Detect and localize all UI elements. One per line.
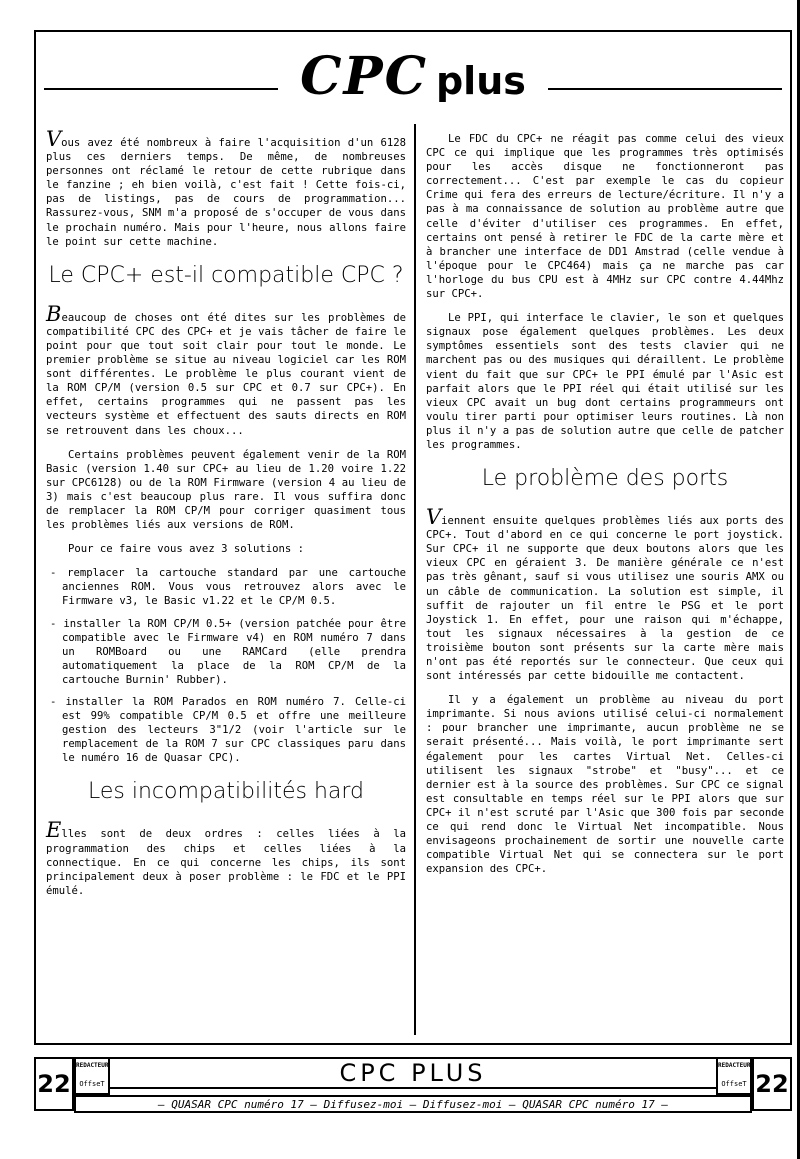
footer-banner: CPC PLUS [108,1057,718,1089]
left-column [46,127,406,908]
author-credit-left: REDACTEUR OffseT [74,1057,110,1095]
drop-cap: V [426,505,442,530]
intro-paragraph: Vous avez été nombreux à faire l'acquisition d'un 6128 plus ces derniers temps. De même, de nombreuses personnes ont réclamé le retour de cette rubrique dans le fanzine ; eh bien voilà, c'est fait ! Cette fois-ci, pas de listings, pas de cours de programmation... Rassurez-vous, SNM m'a proposé de s'occuper de vous dans le prochain numéro. Mais pour l'heure, nous allons faire le point sur cette machine. [46,127,406,248]
section-heading-hardware: Les incompatibilités hard [87,779,365,805]
page-title [36,46,790,107]
list-item: - installer la ROM Parados en ROM numéro 7. Celle-ci est 99% compatible CP/M 0.5 et offre une meilleure gestion des lecteurs 3"1/2 (voir l'article sur le remplacement de la ROM 7 sur CPC classiques paru dans le numéro 16 de Quasar CPC). [46,695,406,765]
paragraph: Il y a également un problème au niveau du port imprimante. Si nous avions utilisé celui-ci normalement : pour brancher une imprimante, aucun problème ne se serait présenté... Mais voilà, le port imprimante sert également pour les cartes Virtual Net. Celles-ci utilisent les signaux "strobe" et "busy"... et ce dernier est à la source des problèmes. Sur CPC ce signal est consultable en temps réel sur le PPI alors que sur CPC+ il n'est scruté par l'Asic que 300 fois par seconde ce qui rend donc le Virtual Net incompatible. Nous envisageons prochainement de sortir une nouvelle carte compatible Virtual Net qui se connectera sur le port expansion des CPC+. [426,694,784,876]
footer-ticker: — QUASAR CPC numéro 17 — Diffusez-moi — Diffusez-moi — QUASAR CPC numéro 17 — [74,1095,752,1113]
right-column [426,132,784,886]
column-divider [414,124,416,1035]
solutions-list [46,566,406,765]
cpc-logo: CPC [300,46,428,107]
title-word: plus [435,59,526,103]
drop-cap: E [46,818,62,843]
paragraph: Le FDC du CPC+ ne réagit pas comme celui des vieux CPC ce qui implique que les programmes très optimisés pour les accès disque ne fonctionneront pas correctement... C'est par exemple le cas du copieur Crime qui fera des erreurs de lecture/écriture. Il n'y a pas à ma connaissance de solution au problème autre que celle d'éviter d'utiliser ces programmes. En effet, certains ont pensé à retirer le FDC de la carte mère et à brancher une interface de DD1 Amstrad (celle vendue à l'époque pour le CPC464) mais ça ne marche pas car l'horloge du bus CPU est à 4MHz sur CPC contre 4.44Mhz sur CPC+. [426,133,784,301]
author-credit-right: REDACTEUR OffseT [716,1057,752,1095]
page-number-right: 22 [752,1057,792,1111]
list-item: - remplacer la cartouche standard par une cartouche anciennes ROM. Vous vous retrouvez alors avec le Firmware v3, le Basic v1.22 et le CP/M 0.5. [46,566,406,608]
paragraph: Pour ce faire vous avez 3 solutions : [68,543,304,556]
section-heading-ports: Le problème des ports [481,466,729,492]
masthead [36,46,790,116]
paragraph: Beaucoup de choses ont été dites sur les problèmes de compatibilité CPC des CPC+ et je vais tâcher de faire le point pour que tout soit clair pour tout le monde. Le premier problème se situe au niveau logiciel car les ROM sont différentes. Le problème le plus courant vient de la ROM CP/M (version 0.5 sur CPC et 0.7 sur CPC+). En effet, certains programmes qui ne passent pas les vecteurs système et effectuent des sauts directs en ROM se retrouvent dans les choux... [46,301,406,437]
page-footer [34,1051,792,1117]
page-frame [34,30,792,1045]
section-heading-compatibility: Le CPC+ est-il compatible CPC ? [48,262,404,288]
paragraph: Le PPI, qui interface le clavier, le son et quelques signaux pose également quelques problèmes. Les deux symptômes essentiels sont des tests clavier qui ne marchent pas ou des musiques qui déraillent. Le problème vient du fait que sur CPC+ le PPI émulé par l'Asic est parfait alors que le PPI réel qui était utilisé sur les vieux CPC avait un bug dont certains programmeurs ont voulu tirer parti pour optimiser leurs routines. Là non plus il n'y a pas de solution autre que celle de patcher les programmes. [426,312,784,451]
page-number-left: 22 [34,1057,74,1111]
paragraph: Certains problèmes peuvent également venir de la ROM Basic (version 1.40 sur CPC+ au lieu de 1.20 voire 1.22 sur CPC6128) ou de la ROM Firmware (version 4 au lieu de 3) mais c'est beaucoup plus rare. Il vous suffira donc de remplacer la ROM CP/M pour corriger quasiment tous les problèmes liés aux versions de ROM. [46,448,406,532]
paragraph: Elles sont de deux ordres : celles liées à la programmation des chips et celles liées à la connectique. En ce qui concerne les chips, ils sont principalement deux à poser problème : le FDC et le PPI émulé. [46,818,406,897]
list-item: - installer la ROM CP/M 0.5+ (version patchée pour être compatible avec le Firmware v4) en ROM numéro 7 dans un ROMBoard ou une RAMCard (elle prendra automatiquement la place de la ROM CP/M de la cartouche Burnin' Rubber). [46,617,406,687]
masthead-rule-right [548,88,782,90]
drop-cap: V [46,127,62,151]
paragraph: Viennent ensuite quelques problèmes liés aux ports des CPC+. Tout d'abord en ce qui concerne le port joystick. Sur CPC+ il ne supporte que deux boutons alors que les vieux CPC en géraient 3. De manière générale ce n'est pas très gênant, sauf si vous utilisez une souris AMX ou un câble de communication. La solution est simple, il suffit de rajouter un fil entre le PSG et le port Joystick 1. En effet, pour une raison qui m'échappe, tout les signaux nécessaires à la gestion de ce troisième bouton sont présents sur la carte mère mais n'ont pas été reportés sur le connecteur. Que ceux qui sont intéressés par cette bidouille me contactent. [426,505,784,683]
drop-cap: B [46,301,62,326]
